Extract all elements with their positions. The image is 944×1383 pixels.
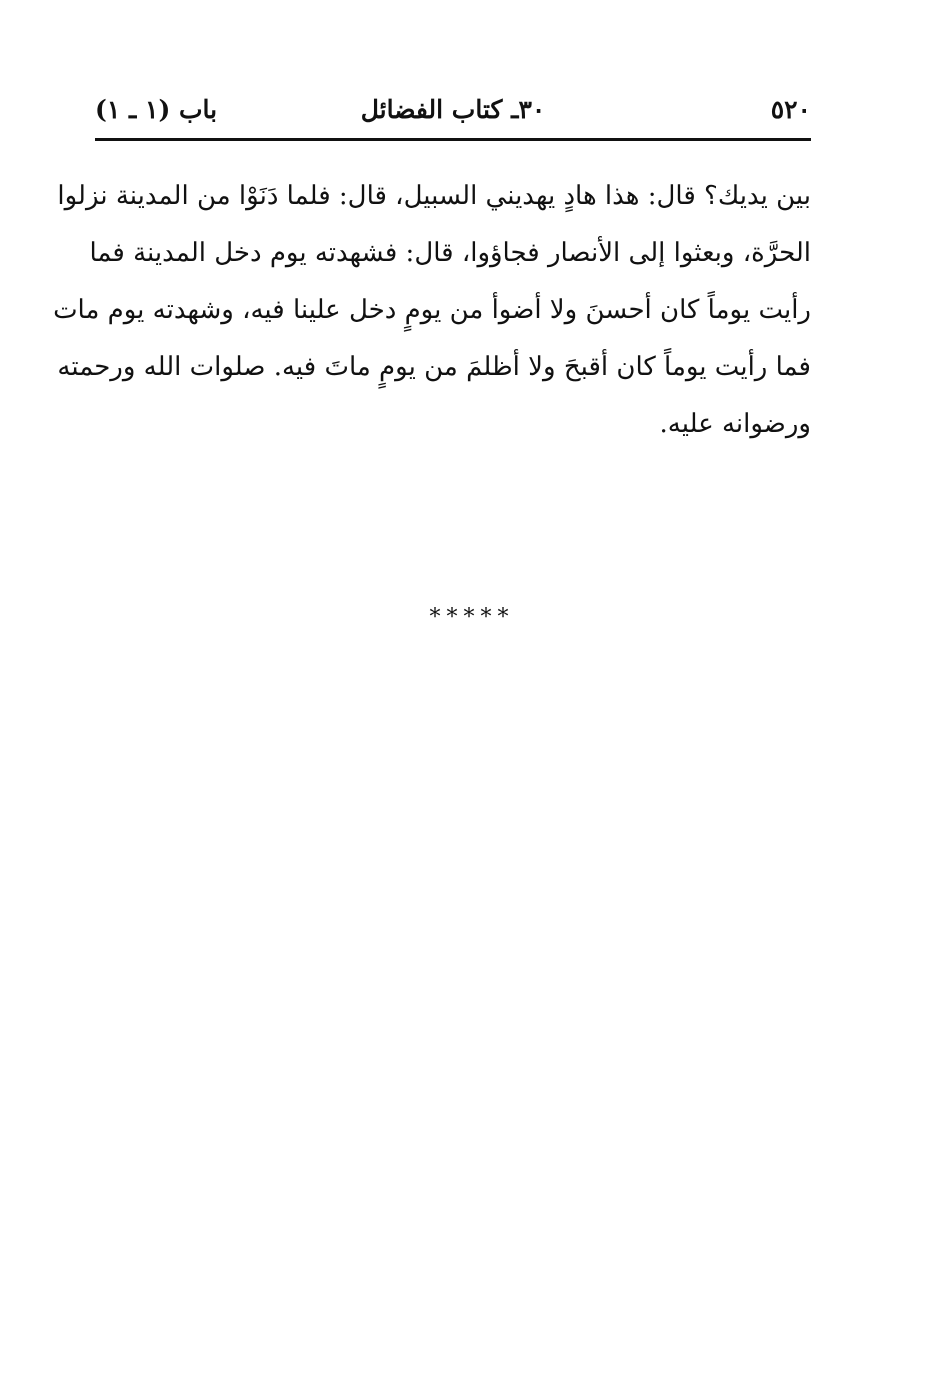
text-line: فما رأيت يوماً كان أقبحَ ولا أظلمَ من يومٍ ماتَ فيه. صلوات الله ورحمته [57,352,811,382]
page-number: ٥٢٠ [770,95,811,124]
section-separator: ***** [429,605,515,630]
chapter-reference: باب (١ ـ ١) [95,95,218,124]
header-divider [95,138,811,141]
running-title: ٣٠ـ كتاب الفضائل [360,95,546,124]
text-line: بين يديك؟ قال: هذا هادٍ يهديني السبيل، قال: فلما دَنَوْا من المدينة نزلوا [57,181,811,211]
text-line: الحرَّة، وبعثوا إلى الأنصار فجاؤوا، قال: فشهدته يوم دخل المدينة فما [89,238,811,268]
text-line: رأيت يوماً كان أحسنَ ولا أضوأ من يومٍ دخل علينا فيه، وشهدته يوم مات [53,295,811,325]
body-text [53,168,811,453]
text-line: ورضوانه عليه. [659,409,811,439]
page-header [95,92,811,132]
